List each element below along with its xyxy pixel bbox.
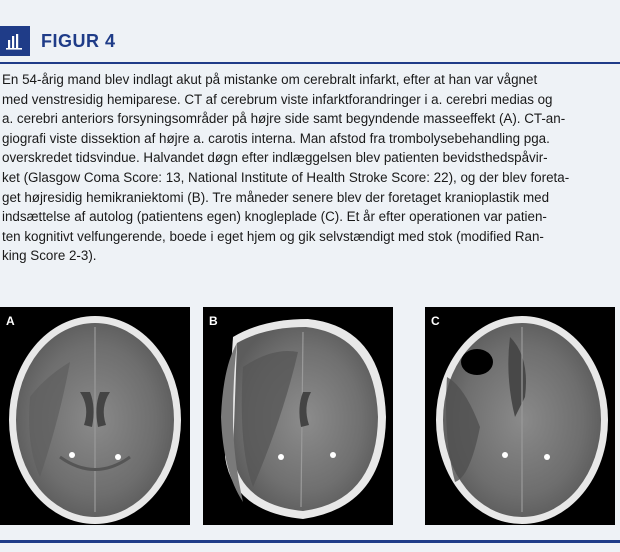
footer-divider (0, 540, 620, 543)
figure-caption (2, 70, 614, 266)
caption-line: med venstresidig hemiparese. CT af cerebrum viste infarktforandringer i a. cerebri medias og (2, 91, 553, 107)
figure-title: FIGUR 4 (41, 31, 116, 51)
caption-line: ket (Glasgow Coma Score: 13, National Institute of Health Stroke Score: 22), og der blev foreta- (2, 169, 570, 185)
caption-line: overskredet tidsvindue. Halvandet døgn efter indlæggelsen blev patienten bevidsthedspåvir- (2, 150, 548, 166)
ct-scan-image-b (203, 307, 393, 525)
ct-panel-c (425, 307, 615, 525)
figure-header (0, 0, 620, 63)
caption-line: get højresidig hemikraniektomi (B). Tre måneder senere blev der foretaget kranioplastik med (2, 189, 550, 205)
figure-icon-box (0, 26, 30, 56)
caption-line: king Score 2-3). (2, 248, 97, 264)
caption-line: ten kognitivt velfungerende, boede i eget hjem og gik selvstændigt med stok (modified Ran- (2, 228, 544, 244)
header-divider (0, 62, 620, 64)
ct-scan-image-a (0, 307, 190, 525)
ct-panel-a (0, 307, 190, 525)
bar-chart-icon (5, 31, 25, 51)
ct-scan-image-c (425, 307, 615, 525)
caption-line: En 54-årig mand blev indlagt akut på mistanke om cerebralt infarkt, efter at han var vågnet (2, 72, 538, 87)
caption-line: a. cerebri anteriors forsyningsområder på højre side samt begyndende masseeffekt (A). CT-an- (2, 111, 566, 127)
ct-panel-b (203, 307, 393, 525)
panel-label-c: C (431, 314, 440, 328)
panel-label-b: B (209, 314, 218, 328)
caption-line: giografi viste dissektion af højre a. carotis interna. Man afstod fra trombolysebehandling pga. (2, 130, 550, 146)
panel-label-a: A (6, 314, 15, 328)
caption-line: indsættelse af autolog (patientens egen) knogleplade (C). Et år efter operationen var patien- (2, 209, 547, 225)
